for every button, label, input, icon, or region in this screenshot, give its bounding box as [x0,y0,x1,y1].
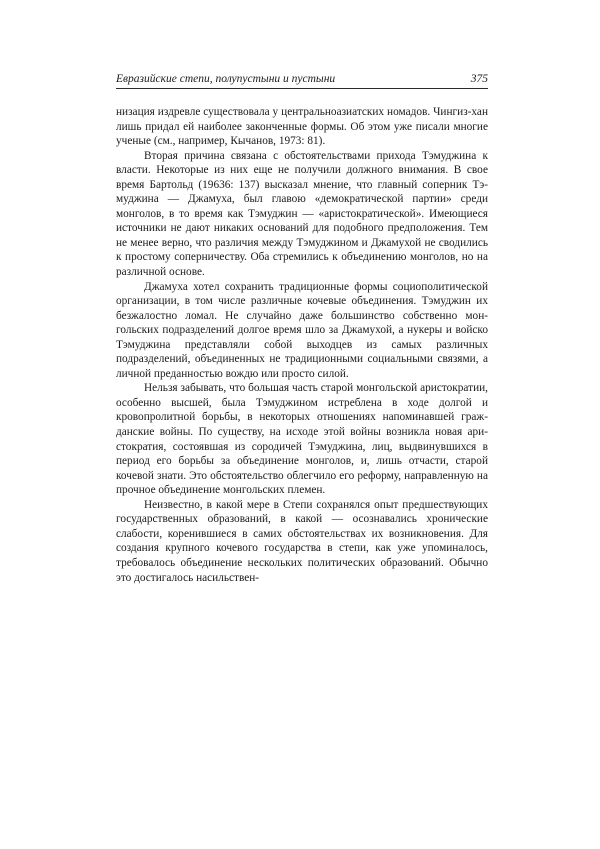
paragraph-4: Нельзя забывать, что большая часть старой монгольской аристократии, особенно высшей, была Тэмуджином истреблена в ходе долгой и кровопролитной борьбы, в некоторых отношениях напоминавшей гражданские войны. По существу, на исходе этой войны возникла новая аристократия, состоявшая из сородичей Тэмуджина, лиц, выдвинувшихся в период его борьбы за объединение монголов, и, лишь отчасти, старой кочевой знати. Это обстоятельство облегчило его реформу, направленную на прочное объединение монгольских племен. [116,382,488,497]
paragraph-3: Джамуха хотел сохранить традиционные формы социополитической организации, в том числе различные кочевые объединения. Тэмуджин их безжалостно ломал. Не случайно даже большинство собственно монгольских подразделений долгое время шло за Джамухой, а нукеры и войско Тэмуджина представляли собой выходцев из самых различных подразделений, объединенных не традиционными социальными связями, а личной преданностью вождю или просто силой. [116,280,488,380]
body-text [116,105,488,585]
paragraph-5: Неизвестно, в какой мере в Степи сохранялся опыт предшествующих государственных образований, в какой — осознавались хронические слабости, коренившиеся в самих обстоятельствах их возникновения. Для создания крупного кочевого государства в степи, как уже упоминалось, требовалось объединение нескольких политических образований. Обычно это достигалось насильствен- [116,498,488,584]
paragraph-2: Вторая причина связана с обстоятельствами прихода Тэмуджина к власти. Некоторые из них еще не получили должного внимания. В свое время Бартольд (19636: 137) высказал мнение, что главный соперник Тэмуджина — Джамуха, был главою «демократической партии» среди монголов, в то время как Тэмуджин — «аристократической». Имеющиеся источники не дают никаких оснований для подобного предположения. Тем не менее верно, что различия между Тэмуджином и Джамухой не сводились к простому соперничеству. Оба стремились к объединению монголов, но на различной основе. [116,149,488,279]
page-number: 375 [470,73,488,85]
running-header [116,72,488,89]
paragraph-1: низация издревле существовала у центральноазиатских номадов. Чингиз-хан лишь придал ей наиболее законченные формы. Об этом уже писали многие ученые (см., например, Кычанов, 1973: 81). [116,106,488,148]
running-title: Евразийские степи, полупустыни и пустыни [116,73,336,85]
